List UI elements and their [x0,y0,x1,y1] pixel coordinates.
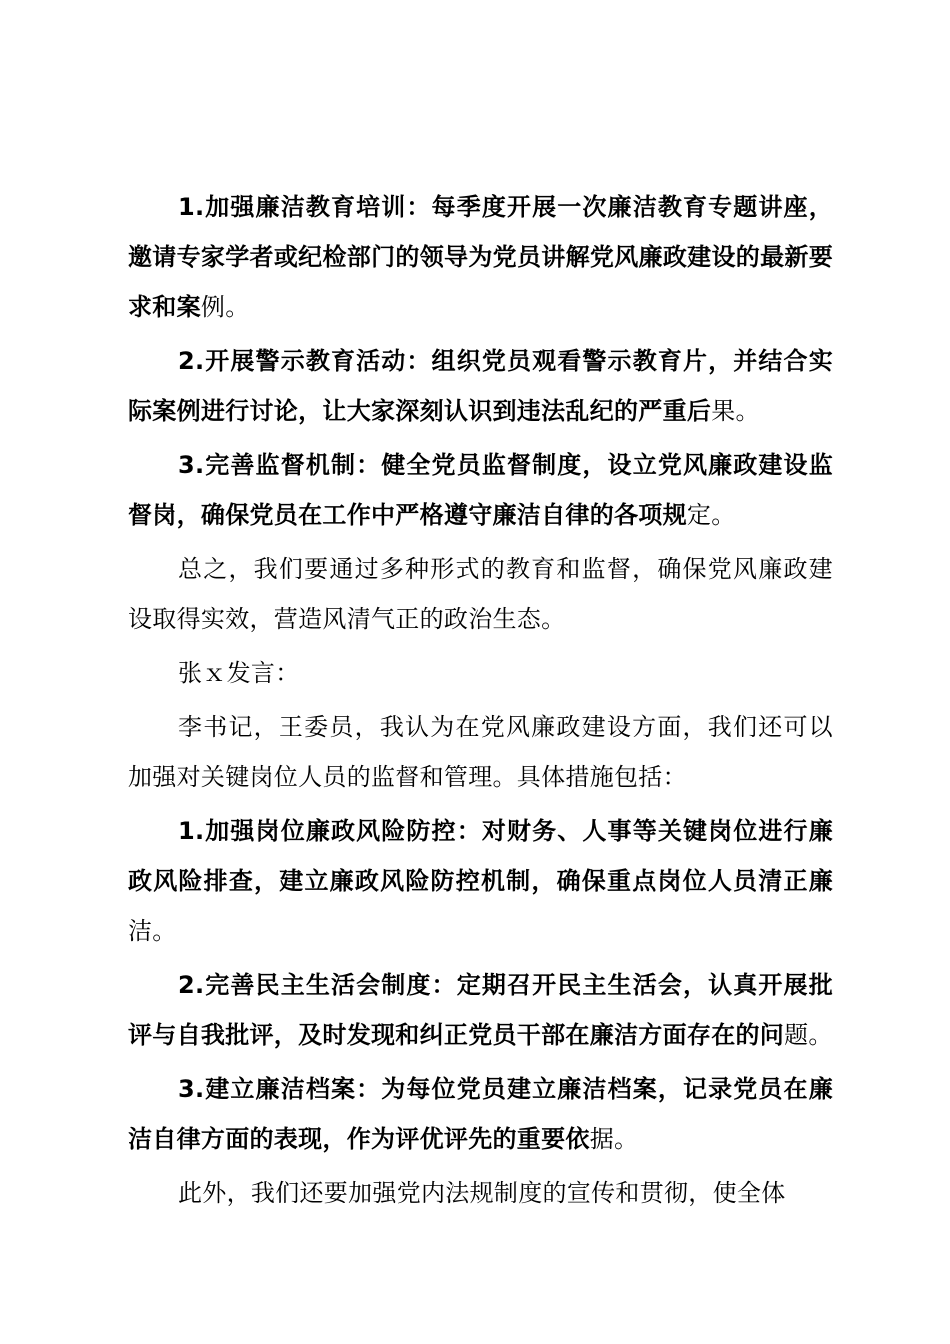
paragraph-normal-text: 此外，我们还要加强党内法规制度的宣传和贯彻，使全体 [178,1179,786,1207]
paragraph-normal-text: 题。 [784,1021,833,1049]
paragraph-measure-2 [128,336,833,436]
paragraph-summary [128,544,833,644]
paragraph-bold-text: 2.完善民主生活会制度：定期召开民主生活会，认真开展批评与自我批评，及时发现和纠正党员干部在廉洁方面存在的问 [128,971,833,1049]
paragraph-continuation [128,1168,833,1218]
paragraph-normal-text: 定。 [686,501,736,529]
paragraph-measure-3 [128,440,833,540]
paragraph-normal-text: 例。 [200,293,250,321]
paragraph-speech-intro [128,702,833,802]
paragraph-normal-text: 据。 [589,1125,639,1153]
paragraph-normal-text: 洁。 [128,917,177,945]
paragraph-bold-text: 2.开展警示教育活动：组织党员观看警示教育片，并结合实际案例进行讨论，让大家深刻认识到违法乱纪的严重后 [128,347,833,425]
paragraph-bold-text: 1.加强岗位廉政风险防控：对财务、人事等关键岗位进行廉政风险排查，建立廉政风险防控机制，确保重点岗位人员清正廉 [128,817,833,895]
document-body [128,182,833,1222]
paragraph-measure-5 [128,960,833,1060]
speaker-label [128,648,833,698]
paragraph-normal-text: 果。 [711,397,760,425]
paragraph-normal-text: 总之，我们要通过多种形式的教育和监督，确保党风廉政建设取得实效，营造风清气正的政治生态。 [128,555,833,633]
paragraph-normal-text: 张ｘ发言： [178,659,300,687]
paragraph-measure-4 [128,806,833,956]
paragraph-bold-text: 3.建立廉洁档案：为每位党员建立廉洁档案，记录党员在廉洁自律方面的表现，作为评优评先的重要依 [128,1075,833,1153]
paragraph-measure-1 [128,182,833,332]
paragraph-bold-text: 1.加强廉洁教育培训：每季度开展一次廉洁教育专题讲座，邀请专家学者或纪检部门的领导为党员讲解党风廉政建设的最新要求和案 [128,193,833,321]
paragraph-normal-text: 李书记，王委员，我认为在党风廉政建设方面，我们还可以加强对关键岗位人员的监督和管理。具体措施包括： [128,713,833,791]
paragraph-bold-text: 3.完善监督机制：健全党员监督制度，设立党风廉政建设监督岗，确保党员在工作中严格遵守廉洁自律的各项规 [128,451,833,529]
paragraph-measure-6 [128,1064,833,1164]
